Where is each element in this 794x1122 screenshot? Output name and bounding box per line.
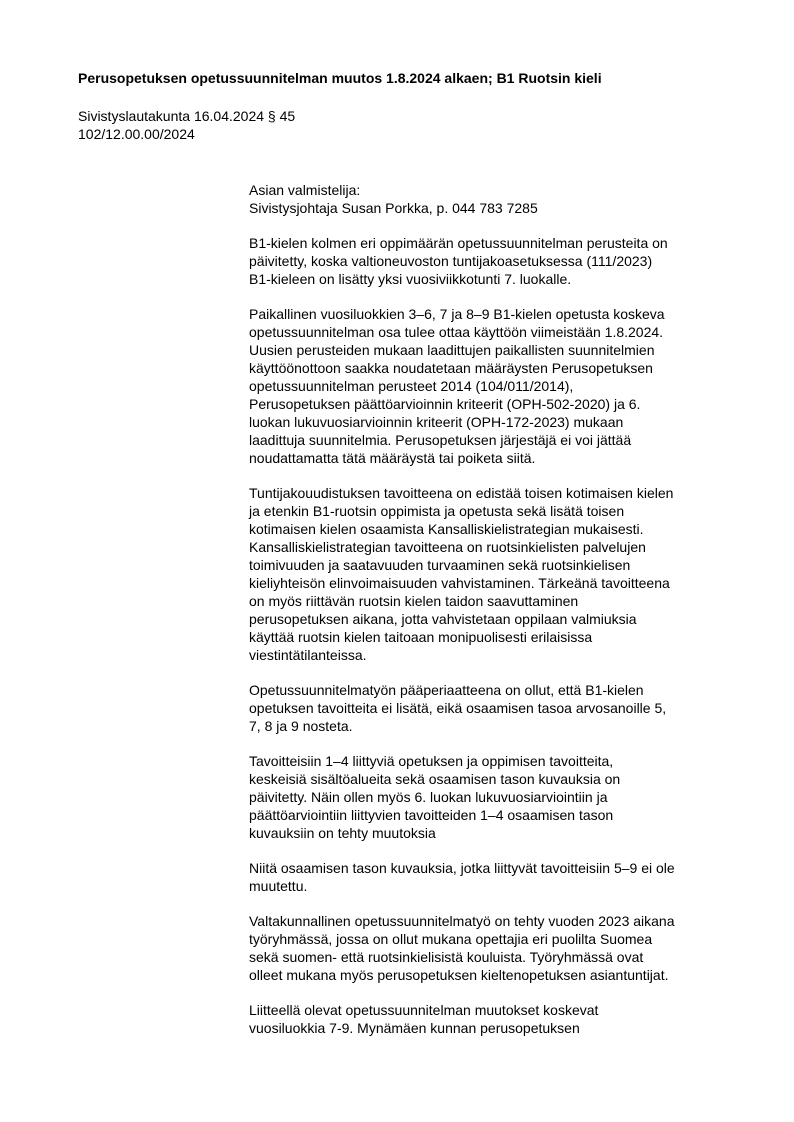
paragraph [249,305,749,467]
text-line: perusopetuksen aikana, jotta vahvistetaan oppilaan valmiuksia [249,611,637,627]
text-line: työryhmässä, jossa on ollut mukana opettajia eri puolilta Suomea [249,931,653,947]
text-line: Perusopetuksen päättöarvioinnin kriteerit (OPH-502-2020) ja 6. [249,396,641,412]
document-title: Perusopetuksen opetussuunnitelman muutos 1.8.2024 alkaen; B1 Ruotsin kieli [78,70,602,86]
paragraph [249,181,749,217]
text-line: on myös riittävän ruotsin kielen taidon saavuttaminen [249,593,579,609]
text-line: Paikallinen vuosiluokkien 3–6, 7 ja 8–9 B1-kielen opetusta koskeva [249,306,665,322]
text-line: Valtakunnallinen opetussuunnitelmatyö on tehty vuoden 2023 aikana [249,913,675,929]
text-line: Liitteellä olevat opetussuunnitelman muutokset koskevat [249,1002,599,1018]
paragraph [249,912,749,984]
document-body [249,181,749,1054]
text-line: kotimaisen kielen osaamista Kansalliskielistrategian mukaisesti. [249,521,644,537]
text-line: kieliyhteisön elinvoimaisuuden vahvistaminen. Tärkeänä tavoitteena [249,575,670,591]
text-line: vuosiluokkia 7-9. Mynämäen kunnan perusopetuksen [249,1020,580,1036]
text-line: toimivuuden ja saatavuuden turvaaminen sekä ruotsinkielisen [249,557,631,573]
text-line: opetuksen tavoitteita ei lisätä, eikä osaamisen tasoa arvosanoille 5, [249,700,667,716]
text-line: kuvauksiin on tehty muutoksia [249,825,436,841]
text-line: Uusien perusteiden mukaan laadittujen paikallisten suunnitelmien [249,342,655,358]
paragraph [249,681,749,735]
text-line: 7, 8 ja 9 nosteta. [249,718,353,734]
text-line: Niitä osaamisen tason kuvauksia, jotka liittyvät tavoitteisiin 5–9 ei ole [249,860,675,876]
paragraph [249,484,749,664]
text-line: viestintätilanteissa. [249,647,367,663]
text-line: Asian valmistelija: [249,182,361,198]
text-line: Kansalliskielistrategian tavoitteena on ruotsinkielisten palvelujen [249,539,646,555]
text-line: keskeisiä sisältöalueita sekä osaamisen tason kuvauksia on [249,771,621,787]
text-line: Tavoitteisiin 1–4 liittyviä opetuksen ja oppimisen tavoitteita, [249,753,614,769]
paragraph [249,1001,749,1037]
text-line: Sivistysjohtaja Susan Porkka, p. 044 783 7285 [249,200,538,216]
text-line: luokan lukuvuosiarvioinnin kriteerit (OPH-172-2023) mukaan [249,414,624,430]
text-line: sekä suomen- että ruotsinkielisistä kouluista. Työryhmässä ovat [249,949,644,965]
text-line: opetussuunnitelman perusteet 2014 (104/011/2014), [249,378,574,394]
text-line: laadittuja suunnitelmia. Perusopetuksen järjestäjä ei voi jättää [249,432,632,448]
paragraph [249,234,749,288]
text-line: noudattamatta tätä määräystä tai poiketa siitä. [249,450,536,466]
text-line: olleet mukana myös perusopetuksen kieltenopetuksen asiantuntijat. [249,967,669,983]
text-line: päättöarviointiin liittyvien tavoitteiden 1–4 osaamisen tason [249,807,614,823]
text-line: Tuntijakouudistuksen tavoitteena on edistää toisen kotimaisen kielen [249,485,674,501]
text-line: käyttöönottoon saakka noudatetaan määräysten Perusopetuksen [249,360,653,376]
paragraph [249,752,749,842]
meeting-reference [78,107,295,143]
text-line: päivitetty, koska valtioneuvoston tuntijakoasetuksessa (111/2023) [249,253,653,269]
text-line: muutettu. [249,878,308,894]
text-line: päivitetty. Näin ollen myös 6. luokan lukuvuosiarviointiin ja [249,789,608,805]
paragraph [249,859,749,895]
meeting-line: Sivistyslautakunta 16.04.2024 § 45 [78,108,296,124]
text-line: B1-kielen kolmen eri oppimäärän opetussuunnitelman perusteita on [249,235,668,251]
text-line: käyttää ruotsin kielen taitoaan monipuolisesti erilaisissa [249,629,593,645]
text-line: B1-kieleen on lisätty yksi vuosiviikkotunti 7. luokalle. [249,271,572,287]
text-line: Opetussuunnitelmatyön pääperiaatteena on ollut, että B1-kielen [249,682,644,698]
text-line: opetussuunnitelman osa tulee ottaa käyttöön viimeistään 1.8.2024. [249,324,664,340]
case-number: 102/12.00.00/2024 [78,126,195,142]
text-line: ja etenkin B1-ruotsin oppimista ja opetusta sekä lisätä toisen [249,503,625,519]
